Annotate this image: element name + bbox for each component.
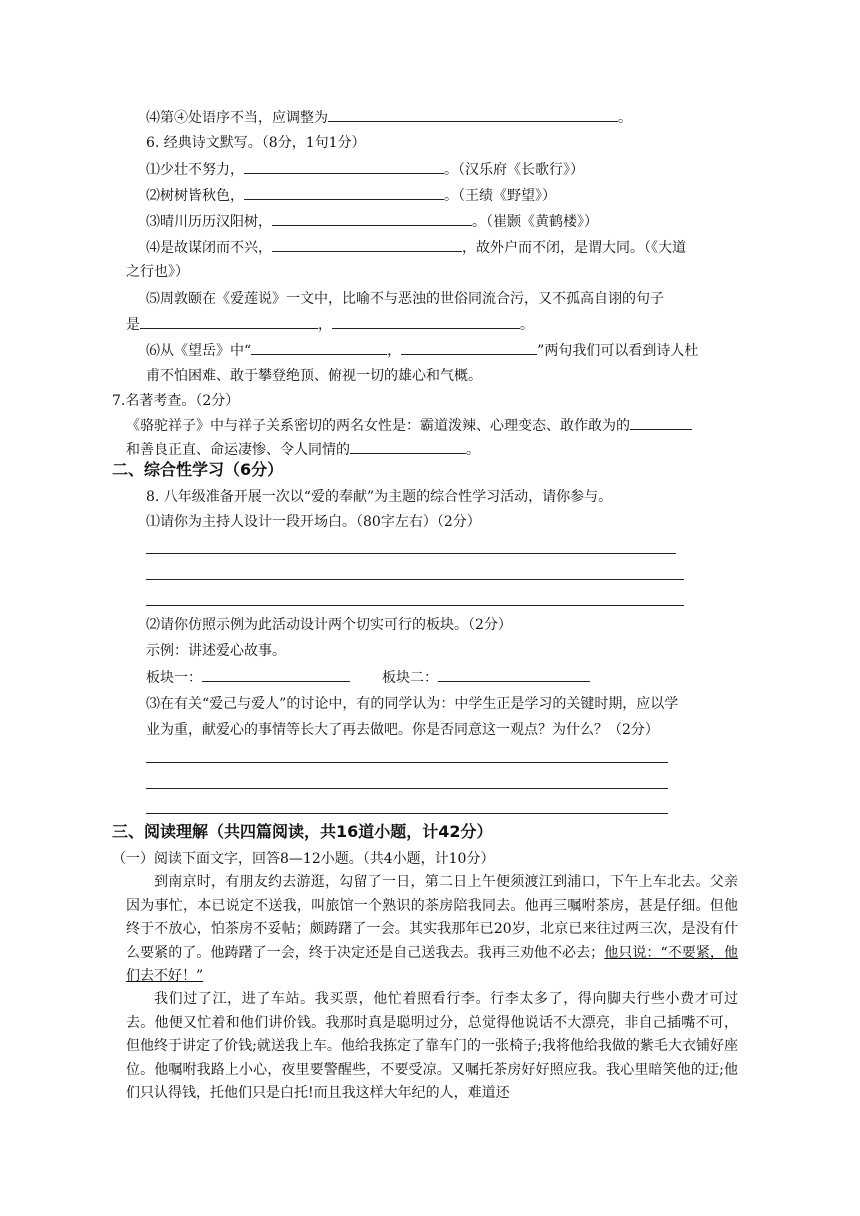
q6-item6-pre: ⑹从《望岳》中“ — [146, 343, 252, 359]
section2-heading: 二、综合性学习（6分） — [112, 460, 284, 479]
q6-item6 — [146, 340, 698, 361]
q6-item5-post: 。 — [520, 317, 534, 333]
q8-sub3-line1: ⑶在有关“爱己与爱人”的讨论中，有的同学认为：中学生正是学习的关键时期，应以学 — [146, 696, 679, 712]
section3-heading: 三、阅读理解（共四篇阅读，共16道小题，计42分） — [112, 822, 493, 841]
answer-blank[interactable] — [328, 107, 618, 122]
answer-blank[interactable] — [244, 185, 444, 200]
q6-item6-cont: 甫不怕困难、敢于攀登绝顶、俯视一切的雄心和气概。 — [146, 368, 482, 384]
q8-sub1: ⑴请你为主持人设计一段开场白。（80字左右）（2分） — [146, 514, 481, 530]
q5-item4-prefix: ⑷第④处语序不当，应调整为 — [146, 110, 328, 126]
q6-item1-pre: ⑴少壮不努力， — [146, 162, 244, 178]
q5-item4 — [146, 107, 632, 128]
answer-line[interactable] — [146, 553, 676, 554]
reading1-intro: （一）阅读下面文字，回答8—12小题。（共4小题，计10分） — [112, 851, 495, 867]
q5-item4-suffix: 。 — [618, 110, 632, 126]
paragraph2-text: 我们过了江，进了车站。我买票，他忙着照看行李。行李太多了，得向脚夫行些小费才可过去。他便又忙着和他们讲价钱。我那时真是聪明过分，总觉得他说话不大漂亮，非自己插嘴不可，但他终于讲定了价钱;就送我上车。他给我拣定了靠车门的一张椅子;我将他给我做的紫毛大衣铺好座位。他嘱咐我路上小心，夜里要警醒些，不要受凉。又嘱托茶房好好照应我。我心里暗笑他的迂;他们只认得钱，托他们只是白托!而且我这样大年纪的人，难道还 — [126, 991, 738, 1101]
block1-blank[interactable] — [202, 667, 350, 682]
q6-item3-post: 。（崔颢《黄鹤楼》） — [472, 214, 598, 230]
q7-line2-post: 。 — [466, 442, 480, 458]
q6-item2-post: 。（王绩《野望》） — [444, 188, 556, 204]
answer-line[interactable] — [146, 762, 668, 763]
answer-line[interactable] — [146, 605, 684, 606]
block2-blank[interactable] — [438, 667, 590, 682]
q8-sub3-line2: 业为重，献爱心的事情等长大了再去做吧。你是否同意这一观点？为什么？（2分） — [146, 722, 659, 738]
q6-item1 — [146, 159, 584, 180]
q6-item5-line1: ⑸周敦颐在《爱莲说》一文中，比喻不与恶浊的世俗同流合污，又不孤高自诩的句子 — [146, 291, 664, 307]
answer-blank[interactable] — [350, 439, 466, 454]
q6-item2-pre: ⑵树树皆秋色， — [146, 188, 244, 204]
paragraph1-text: 到南京时，有朋友约去游逛，勾留了一日，第二日上午便须渡江到浦口，下午上车北去。父亲因为事忙，本已说定不送我，叫旅馆一个熟识的茶房陪我同去。他再三嘱咐茶房，甚是仔细。但他终于不放心，怕茶房不妥帖；颇踌躇了一会。其实我那年已20岁，北京已来往过两三次，是没有什么要紧的了。他踌躇了一会，终于决定还是自己送我去。我再三劝他不必去； — [126, 874, 738, 961]
q7-title: 7.名著考查。（2分） — [112, 393, 240, 409]
answer-blank[interactable] — [272, 237, 462, 252]
q6-item2 — [146, 185, 556, 206]
q6-item5-pre: 是 — [126, 317, 140, 333]
q6-item5-mid: ， — [318, 317, 332, 333]
q6-item4-pre: ⑷是故谋闭而不兴， — [146, 240, 272, 256]
answer-line[interactable] — [146, 579, 684, 580]
answer-line[interactable] — [146, 788, 668, 789]
answer-blank[interactable] — [272, 211, 472, 226]
q6-item5-line2 — [126, 314, 534, 335]
reading-paragraph-1 — [126, 871, 738, 989]
answer-blank[interactable] — [140, 314, 318, 329]
answer-blank[interactable] — [251, 340, 387, 355]
q8-example: 示例：讲述爱心故事。 — [146, 643, 286, 659]
answer-blank[interactable] — [244, 159, 444, 174]
q6-item3 — [146, 211, 598, 232]
block2-label: 板块二： — [382, 670, 438, 686]
q7-line1 — [126, 415, 692, 436]
q6-item4-post: ，故外户而不闭，是谓大同。（《大道 — [462, 240, 686, 256]
q6-item1-post: 。（汉乐府《长歌行》） — [444, 162, 584, 178]
answer-blank[interactable] — [630, 415, 692, 430]
q6-item4-cont: 之行也》） — [126, 264, 189, 280]
q8-blocks — [146, 667, 590, 688]
q6-item6-post: ”两句我们可以看到诗人杜 — [537, 343, 699, 359]
reading-paragraph-2 — [126, 988, 738, 1106]
answer-line[interactable] — [146, 813, 668, 814]
q6-item6-mid: ， — [387, 343, 402, 359]
paragraph1-underlined-sentence: 他只说：“不要紧，他们去不好！” — [126, 944, 738, 984]
q7-line1-text: 《骆驼祥子》中与祥子关系密切的两名女性是：霸道泼辣、心理变态、敢作敢为的 — [126, 418, 630, 434]
block1-label: 板块一： — [146, 670, 202, 686]
q8-intro: 8. 八年级准备开展一次以“爱的奉献”为主题的综合性学习活动，请你参与。 — [146, 489, 613, 505]
answer-blank[interactable] — [401, 340, 537, 355]
q8-sub2: ⑵请你仿照示例为此活动设计两个切实可行的板块。（2分） — [146, 617, 512, 633]
q6-item3-pre: ⑶晴川历历汉阳树， — [146, 214, 272, 230]
q6-title: 6. 经典诗文默写。（8分，1句1分） — [146, 135, 366, 151]
q6-item4 — [146, 237, 686, 258]
q7-line2-pre: 和善良正直、命运凄惨、令人同情的 — [126, 442, 350, 458]
q7-line2 — [126, 439, 480, 460]
answer-blank[interactable] — [332, 314, 520, 329]
